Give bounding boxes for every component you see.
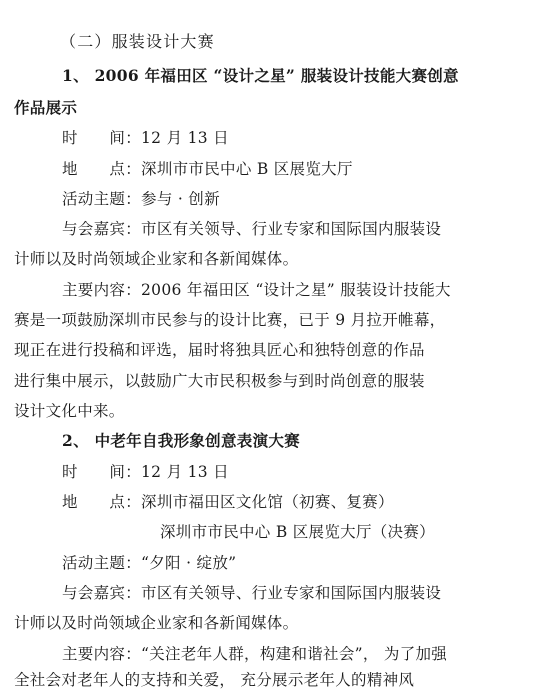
event2-place-value1: 深圳市福田区文化馆（初赛、复赛） <box>141 493 394 511</box>
event2-guests-row <box>62 583 441 603</box>
event2-place-value2: 深圳市市民中心 B 区展览大厅（决赛） <box>160 523 435 541</box>
event2-content-row <box>62 644 447 664</box>
event1-content-label: 主要内容： <box>62 281 142 299</box>
event2-theme-row <box>62 553 236 573</box>
event1-heading-line1: 1、 2006 年福田区 “设计之星” 服装设计技能大赛创意 <box>62 66 459 85</box>
event1-theme-row <box>62 189 220 209</box>
event1-place-label: 地 点： <box>62 160 142 178</box>
event2-guests-line2: 计师以及时尚领域企业家和各新闻媒体。 <box>14 614 299 632</box>
event1-theme-value: 参与 · 创新 <box>141 190 220 208</box>
event1-content-line5: 设计文化中来。 <box>14 402 125 420</box>
event1-theme-label: 活动主题： <box>62 190 142 208</box>
event2-place-label: 地 点： <box>62 493 142 511</box>
event2-content-line1: “关注老年人群，构建和谐社会”， 为了加强 <box>141 645 448 663</box>
event2-heading: 2、 中老年自我形象创意表演大赛 <box>62 431 300 450</box>
event2-theme-value: “夕阳 · 绽放” <box>141 554 237 572</box>
event1-time-row <box>62 128 229 148</box>
event1-time-value: 12 月 13 日 <box>141 129 229 147</box>
event1-content-line2: 赛是一项鼓励深圳市民参与的设计比赛，已于 9 月拉开帷幕， <box>14 311 446 329</box>
event2-time-row <box>62 462 229 482</box>
event1-content-line1: 2006 年福田区 “设计之星” 服装设计技能大 <box>141 281 451 299</box>
event2-time-value: 12 月 13 日 <box>141 463 229 481</box>
section-title: （二）服装设计大赛 <box>60 32 215 51</box>
event1-guests-line1: 市区有关领导、行业专家和国际国内服装设 <box>141 220 442 238</box>
event2-place-row <box>62 492 394 512</box>
event2-guests-line1: 市区有关领导、行业专家和国际国内服装设 <box>141 584 442 602</box>
event1-place-value: 深圳市市民中心 B 区展览大厅 <box>141 160 353 178</box>
event2-content-line2: 全社会对老年人的支持和关爱， 充分展示老年人的精神风 <box>14 671 415 689</box>
event2-guests-label: 与会嘉宾： <box>62 584 142 602</box>
event2-time-label: 时 间： <box>62 463 142 481</box>
event1-guests-label: 与会嘉宾： <box>62 220 142 238</box>
event1-content-line4: 进行集中展示，以鼓励广大市民积极参与到时尚创意的服装 <box>14 372 425 390</box>
event1-time-label: 时 间： <box>62 129 142 147</box>
event1-guests-line2: 计师以及时尚领域企业家和各新闻媒体。 <box>14 250 299 268</box>
event1-content-row <box>62 280 451 300</box>
event1-place-row <box>62 159 353 179</box>
event1-guests-row <box>62 219 441 239</box>
event1-content-line3: 现正在进行投稿和评选，届时将独具匠心和独特创意的作品 <box>14 341 425 359</box>
event2-content-label: 主要内容： <box>62 645 142 663</box>
event2-theme-label: 活动主题： <box>62 554 142 572</box>
event1-heading-line2: 作品展示 <box>14 98 78 117</box>
